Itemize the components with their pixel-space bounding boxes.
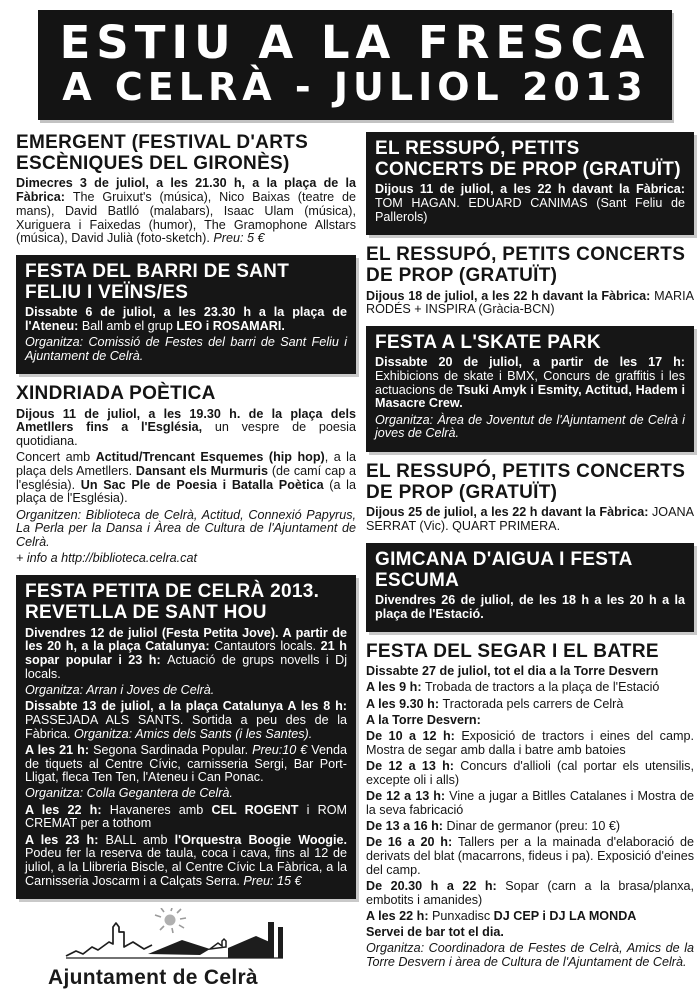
event-paragraph	[366, 926, 694, 940]
text-run: Dissabte 20 de juliol, a partir de les 17 h:	[375, 355, 685, 370]
text-run: Venda de tiquets al Centre Cívic, carnisseria Sergi, Bar Port-Lligat, fleca Ten Ten, l'Ateneu i Can Ponac.	[25, 742, 347, 785]
text-run: Actuació de grups novells i Dj locals.	[25, 653, 347, 681]
poster-title-line1: ESTIU A LA FRESCA	[59, 16, 651, 69]
poster-title-line2: A CELRÀ - JULIOL 2013	[62, 64, 648, 109]
text-run: Dinar de germanor (preu: 10 €)	[446, 818, 621, 833]
event-paragraph	[366, 290, 694, 317]
event-paragraph	[16, 177, 356, 246]
text-run: DJ CEP i DJ LA MONDA	[493, 908, 637, 923]
event-paragraph	[375, 594, 685, 621]
event-section	[366, 461, 694, 534]
text-run: De 16 a 20 h:	[366, 835, 458, 850]
text-run: Trobada de tractors a la plaça de l'Estació	[425, 680, 660, 695]
text-run: Divendres 26 de juliol, de les 18 h a les 20 h a la plaça de l'Estació.	[375, 593, 685, 621]
text-run: Havaneres amb	[109, 802, 212, 817]
event-title: GIMCANA D'AIGUA I FESTA ESCUMA	[375, 548, 632, 591]
text-run: Podeu fer la reserva de taula, coca i cava, fins al 12 de juliol, a la Llibreria Biscle, al Centre Cívic La Fàbrica, a la Carnisseria Joscarm i a Calçats Serra.	[25, 846, 347, 888]
text-run: Servei de bar tot el dia.	[366, 924, 504, 939]
text-run: Tsuki Amyk i Esmity, Actitud, Hadem i Masacre Crew.	[375, 382, 685, 411]
event-section	[366, 132, 694, 235]
event-paragraph	[25, 336, 347, 363]
event-section	[16, 383, 356, 566]
title-banner	[38, 10, 672, 120]
text-run: Dissabte 27 de juliol, tot el dia a la Torre Desvern	[366, 664, 659, 679]
text-run: De 10 a 12 h:	[366, 729, 462, 744]
event-paragraph	[16, 408, 356, 449]
text-run: Organitza: Comissió de Festes del barri de Sant Feliu i Ajuntament de Celrà.	[25, 335, 347, 364]
text-run: Dimecres 3 de juliol, a les 21.30 h, a la plaça de la Fàbrica:	[16, 176, 356, 205]
text-run: Dansant els Murmuris	[135, 464, 272, 478]
event-paragraph	[25, 744, 347, 785]
text-run: Organitza: Arran i Joves de Celrà.	[25, 682, 215, 697]
text-run: De 20.30 h a 22 h:	[366, 878, 506, 893]
text-run: Tractorada pels carrers de Celrà	[442, 696, 624, 711]
text-run: (de camí cap a l'església).	[16, 464, 356, 492]
event-section	[366, 543, 694, 632]
event-paragraph	[375, 414, 685, 441]
text-run: Exposició de tractors i eines del camp. Mostra de segar amb dalla i batre amb batoies	[366, 729, 694, 757]
text-run: JOANA SERRAT (Vic). QUART PRIMERA.	[366, 505, 694, 533]
text-run: Vine a jugar a Bitlles Catalanes i Mostra de la seva fabricació	[366, 789, 694, 817]
text-run: De 13 a 16 h:	[366, 818, 447, 833]
event-section	[366, 641, 694, 970]
event-paragraph	[366, 681, 694, 695]
event-paragraph	[366, 942, 694, 969]
event-title: FESTA DEL BARRI DE SANT FELIU I VEÏNS/ES	[25, 260, 290, 304]
event-title: EL RESSUPÓ, PETITS CONCERTS DE PROP (GRATUÏT)	[375, 137, 681, 181]
event-paragraph	[25, 627, 347, 682]
text-run: De 12 a 13 h:	[366, 759, 461, 774]
text-run: l'Orquestra Boogie Woogie.	[174, 832, 347, 847]
text-run: CEL ROGENT	[211, 802, 307, 817]
text-run: Divendres 12 de juliol (Festa Petita Jove). A partir de les 20 h, a la plaça Catalunya:	[25, 625, 347, 654]
event-title: XINDRIADA POÈTICA	[16, 383, 216, 405]
event-title: FESTA DEL SEGAR I EL BATRE	[366, 641, 659, 662]
event-section	[16, 132, 356, 246]
text-run: + info a http://biblioteca.celra.cat	[16, 551, 197, 566]
event-paragraph	[375, 356, 685, 411]
text-run: LEO i ROSAMARI.	[176, 319, 285, 334]
event-paragraph	[366, 760, 694, 787]
text-run: Actitud/Trencant Esquemes (hip hop)	[95, 450, 325, 465]
text-run: Organitzen: Biblioteca de Celrà, Actitud, Connexió Papyrus, La Perla per la Dansa i Àrea de Cultura de l'Ajuntament de Celrà.	[16, 507, 356, 550]
text-run: Dijous 25 de juliol, a les 22 h davant la Fàbrica:	[366, 505, 652, 520]
text-run: Preu: 15 €	[243, 873, 302, 888]
text-run: Exhibicions de skate i BMX, Concurs de graffitis i les actuacions de	[375, 368, 685, 397]
column-left	[16, 132, 356, 991]
event-title: EL RESSUPÓ, PETITS CONCERTS DE PROP (GRATUÏT)	[366, 460, 686, 503]
text-run: A les 21 h:	[25, 742, 94, 757]
event-paragraph	[366, 698, 694, 712]
text-run: Dijous 11 de juliol, a les 22 h davant la Fàbrica:	[375, 182, 685, 197]
event-section	[16, 255, 356, 374]
event-section	[16, 575, 356, 899]
text-run: TOM HAGAN. EDUARD CANIMAS (Sant Feliu de Pallerols)	[375, 196, 685, 224]
event-paragraph	[16, 552, 356, 566]
event-title: FESTA A L'SKATE PARK	[375, 331, 601, 353]
event-paragraph	[366, 880, 694, 907]
event-paragraph	[366, 506, 694, 533]
event-paragraph	[25, 834, 347, 889]
text-run: Organitza: Àrea de Joventut de l'Ajuntament de Celrà i joves de Celrà.	[375, 412, 685, 441]
event-paragraph	[366, 665, 694, 679]
event-title: EMERGENT (FESTIVAL D'ARTS ESCÈNIQUES DEL GIRONÈS)	[16, 131, 309, 175]
text-run: Preu:10 €	[252, 742, 312, 757]
municipality-name: Ajuntament de Celrà	[46, 966, 268, 991]
event-paragraph	[25, 804, 347, 831]
text-run: Preu: 5 €	[213, 231, 265, 246]
column-right	[366, 132, 694, 979]
text-run: Concert amb	[16, 450, 96, 465]
event-paragraph	[25, 306, 347, 333]
text-run: De 12 a 13 h:	[366, 789, 450, 804]
event-paragraph	[25, 684, 347, 698]
text-run: The Gruixut's (música), Nico Baixas (teatre de mans), David Batlló (malabars), Isaac Ulam (música), Xuriguera i Faixedas (humor), The Gramophone Allstars (música), David Julià (foto-sketch).	[16, 190, 356, 246]
text-run: , a la plaça dels Ametllers.	[16, 450, 356, 478]
text-run: A les 22 h:	[366, 908, 433, 923]
text-run: A les 22 h:	[25, 802, 110, 817]
text-run: Tallers per a la mainada d'elaboració de derivats del blat (macarrons, fideus i pa). Exposició d'eines del camp.	[366, 835, 694, 877]
text-run: i ROM CREMAT per a tothom	[25, 802, 348, 831]
event-paragraph	[16, 451, 356, 506]
text-run: Dissabte 6 de juliol, a les 23.30 h a la plaça de l'Ateneu:	[25, 305, 347, 334]
text-run: Organitza: Amics dels Sants (i les Santes).	[74, 726, 313, 741]
text-run: Dijous 11 de juliol, a les 19.30 h. de la plaça dels Ametllers fins a l'Església,	[16, 406, 356, 435]
text-run: A les 9.30 h:	[366, 696, 443, 711]
event-paragraph	[375, 183, 685, 224]
event-paragraph	[25, 700, 347, 741]
text-run: MARIA RODÉS + INSPIRA (Gràcia-BCN)	[366, 288, 694, 317]
text-run: Dissabte 13 de juliol, a la plaça Catalunya A les 8 h:	[25, 699, 347, 714]
text-run: Concurs d'allioli (cal portar els utensilis, excepte oli i alls)	[366, 759, 694, 787]
event-paragraph	[25, 787, 347, 801]
text-run: A les 9 h:	[366, 680, 426, 695]
event-section	[366, 326, 694, 452]
event-title: FESTA PETITA DE CELRÀ 2013. REVETLLA DE SANT HOU	[25, 581, 320, 624]
text-run: Un Sac Ple de Poesia i Batalla Poètica	[80, 477, 330, 492]
celra-skyline-icon	[60, 908, 292, 966]
text-run: 21 h sopar popular i 23 h:	[25, 639, 347, 667]
event-paragraph	[366, 730, 694, 757]
text-run: Ball amb el grup	[81, 319, 177, 334]
text-run: A la Torre Desvern:	[366, 712, 481, 727]
text-run: PASSEJADA ALS SANTS. Sortida a peu des de la Fàbrica.	[25, 712, 347, 741]
event-paragraph	[366, 836, 694, 877]
event-paragraph	[16, 509, 356, 550]
text-run: Organitza: Coordinadora de Festes de Celrà, Amics de la Torre Desvern i àrea de Cultura de l'Ajuntament de Celrà.	[366, 941, 694, 969]
content-columns	[16, 132, 694, 991]
text-run: (a la plaça de l'Església).	[16, 477, 356, 506]
text-run: Punxadisc	[432, 908, 494, 923]
event-paragraph	[366, 820, 694, 834]
event-paragraph	[366, 910, 694, 924]
event-section	[366, 244, 694, 317]
text-run: Cantautors locals.	[214, 639, 321, 654]
municipality-logo	[16, 908, 356, 991]
event-paragraph	[366, 714, 694, 728]
text-run: Segona Sardinada Popular.	[93, 742, 253, 757]
event-paragraph	[366, 790, 694, 817]
text-run: un vespre de poesia quotidiana.	[16, 420, 356, 449]
event-title: EL RESSUPÓ, PETITS CONCERTS DE PROP (GRATUÏT)	[366, 244, 686, 287]
text-run: Dijous 18 de juliol, a les 22 h davant la Fàbrica:	[366, 288, 655, 303]
text-run: A les 23 h:	[25, 832, 106, 847]
text-run: Organitza: Colla Gegantera de Celrà.	[25, 786, 233, 801]
text-run: Sopar (carn a la brasa/planxa, embotits i amanides)	[366, 878, 694, 907]
text-run: BALL amb	[105, 832, 175, 847]
